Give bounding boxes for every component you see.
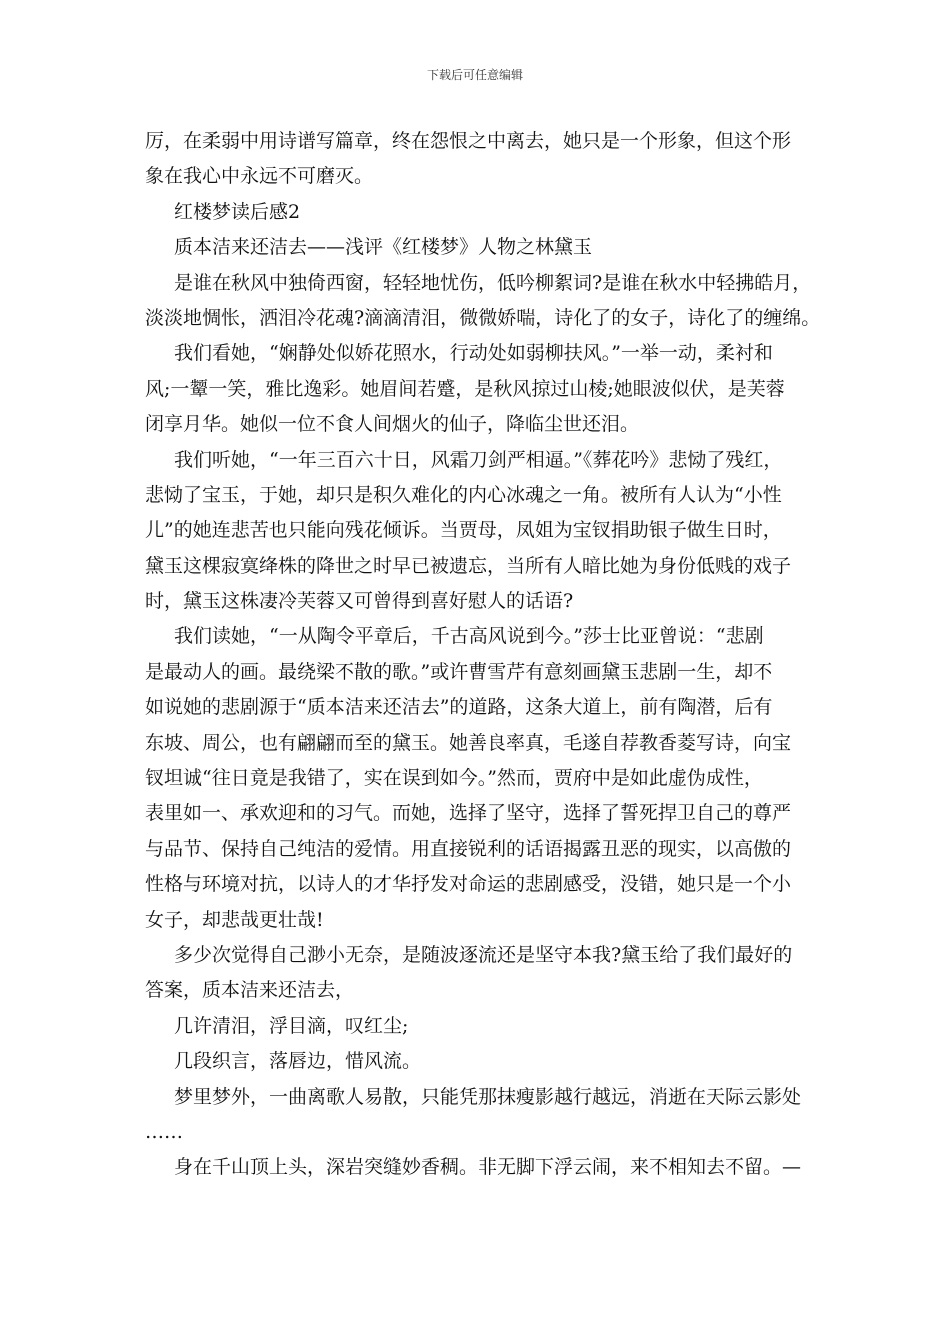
text-line: 悲恸了宝玉，于她，却只是积久难化的内心冰魂之一角。被所有人认为“小性 (145, 483, 782, 506)
text-line: 我们听她，“一年三百六十日，风霜刀剑严相逼。”《葬花吟》悲恸了残红， (174, 448, 783, 471)
text-line: 儿”的她连悲苦也只能向残花倾诉。当贾母，凤姐为宝钗捐助银子做生日时， (145, 519, 782, 542)
text-line: 多少次觉得自己渺小无奈，是随波逐流还是坚守本我?黛玉给了我们最好的 (174, 943, 793, 966)
text-line: 象在我心中永远不可磨灭。 (145, 165, 374, 188)
text-line: 如说她的悲剧源于“质本洁来还洁去”的道路，这条大道上，前有陶潜，后有 (145, 696, 773, 719)
text-line: 是谁在秋风中独倚西窗，轻轻地忧伤，低吟柳絮词?是谁在秋水中轻拂皓月， (174, 271, 812, 294)
text-line: 钗坦诚“往日竟是我错了，实在误到如今。”然而，贾府中是如此虚伪成性， (145, 767, 763, 790)
article-subtitle: 质本洁来还洁去——浅评《红楼梦》人物之林黛玉 (174, 236, 593, 259)
text-line: 梦里梦外，一曲离歌人易散，只能凭那抹瘦影越行越远，消逝在天际云影处 (174, 1085, 802, 1108)
article-body (145, 124, 821, 1186)
text-line: 时，黛玉这株凄冷芙蓉又可曾得到喜好慰人的话语? (145, 590, 574, 613)
text-line: 风;一颦一笑，雅比逸彩。她眉间若蹙，是秋风掠过山棱;她眼波似伏，是芙蓉 (145, 377, 785, 400)
text-line: 性格与环境对抗，以诗人的才华抒发对命运的悲剧感受，没错，她只是一个小 (145, 873, 792, 896)
text-line: 与品节、保持自己纯洁的爱情。用直接锐利的话语揭露丑恶的现实，以高傲的 (145, 837, 792, 860)
text-line: …… (145, 1120, 183, 1143)
text-line: 表里如一、承欢迎和的习气。而她，选择了坚守，选择了誓死捍卫自己的尊严 (145, 802, 792, 825)
text-line: 是最动人的画。最绕梁不散的歌。”或许曹雪芹有意刻画黛玉悲剧一生，却不 (145, 660, 773, 683)
poem-line: 几许清泪，浮目滴，叹红尘; (174, 1014, 409, 1037)
text-line: 东坡、周公，也有翩翩而至的黛玉。她善良率真，毛遂自荐教香菱写诗，向宝 (145, 731, 792, 754)
text-line: 闭享月华。她似一位不食人间烟火的仙子，降临尘世还泪。 (145, 413, 640, 436)
page-header: 下载后可任意编辑 (426, 68, 523, 82)
poem-line: 几段织言，落唇边，惜风流。 (174, 1050, 422, 1073)
text-line: 我们看她，“娴静处似娇花照水，行动处如弱柳扶风。”一举一动，柔衬和 (174, 342, 773, 365)
text-line: 女子，却悲哉更壮哉! (145, 908, 324, 931)
text-line: 黛玉这棵寂寞绛株的降世之时早已被遗忘，当所有人暗比她为身份低贱的戏子 (145, 554, 792, 577)
section-title: 红楼梦读后感2 (174, 200, 301, 223)
text-line: 答案，质本洁来还洁去， (145, 979, 355, 1002)
text-line: 淡淡地惆怅，洒泪冷花魂?滴滴清泪，微微娇喘，诗化了的女子，诗化了的缠绵。 (145, 306, 821, 329)
text-line: 身在千山顶上头，深岩突缝妙香稠。非无脚下浮云闹，来不相知去不留。— (174, 1156, 802, 1179)
text-line: 我们读她，“一从陶令平章后，千古高风说到今。”莎士比亚曾说：“悲剧 (174, 625, 764, 648)
text-line: 厉，在柔弱中用诗谱写篇章，终在怨恨之中离去，她只是一个形象，但这个形 (145, 130, 792, 152)
